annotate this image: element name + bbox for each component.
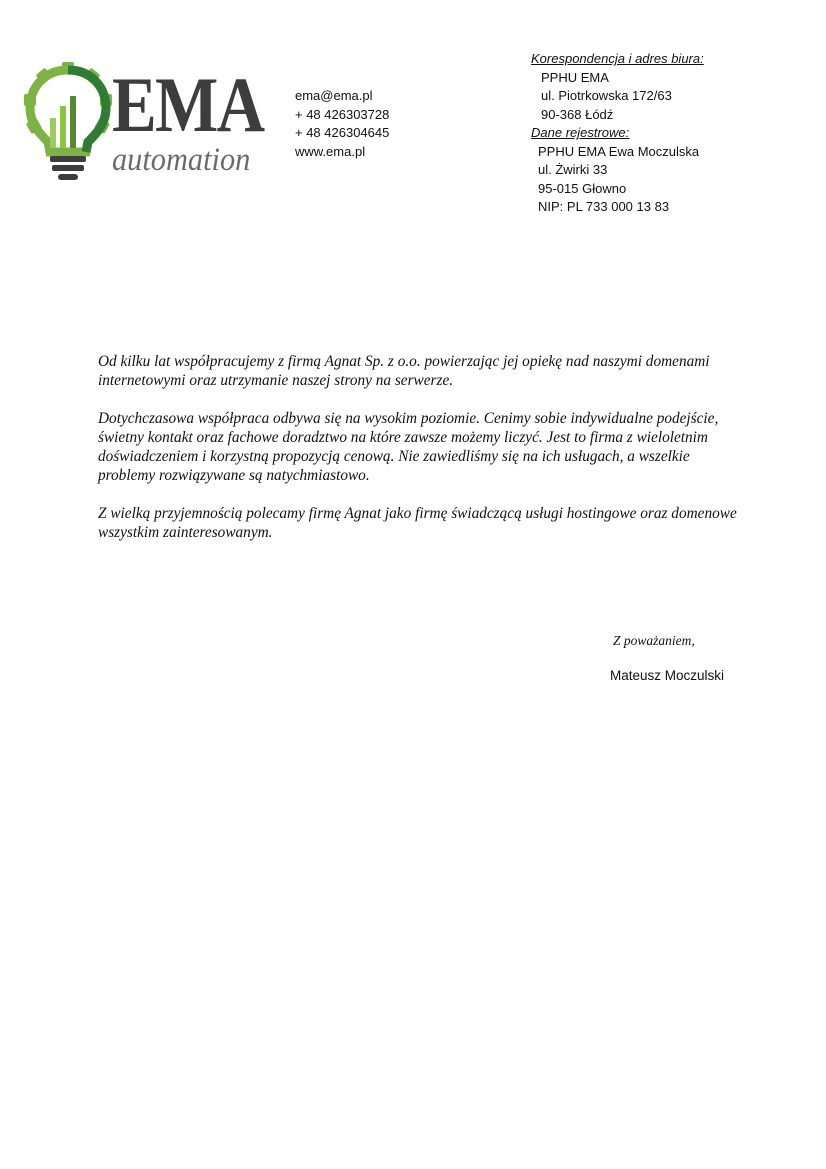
company-logo [24, 61, 264, 182]
registry-line: ul. Żwirki 33 [538, 162, 608, 177]
phone-1: + 48 426303728 [295, 106, 390, 122]
letter-paragraph: Z wielką przyjemnością polecamy firmę Agnat jako firmę świadczącą usługi hostingowe oraz domenowe wszystkim zainteresowanym. [98, 505, 737, 541]
letter-closing: Z poważaniem, [613, 633, 695, 648]
correspondence-line: ul. Piotrkowska 172/63 [541, 88, 672, 103]
logo-tagline: automation [112, 142, 251, 178]
address-block [531, 50, 704, 217]
contact-block [295, 87, 389, 161]
registry-heading: Dane rejestrowe: [531, 125, 630, 140]
letter-body [98, 352, 738, 561]
correspondence-line: 90-368 Łódź [541, 106, 614, 122]
email-link[interactable]: ema@ema.pl [295, 88, 373, 103]
lightbulb-gear-icon [24, 62, 114, 182]
letter-paragraph: Od kilku lat współpracujemy z firmą Agnat Sp. z o.o. powierzając jej opiekę nad naszymi domenami internetowymi oraz utrzymanie naszej strony na serwerze. [98, 353, 710, 389]
registry-line: NIP: PL 733 000 13 83 [538, 199, 670, 214]
website-link[interactable]: www.ema.pl [295, 143, 366, 159]
letter-paragraph: Dotychczasowa współpraca odbywa się na wysokim poziomie. Cenimy sobie indywidualne podejście, świetny kontakt oraz fachowe doradztwo na które zawsze możemy liczyć. Jest to firma z wieloletnim doświadczeniem i korzystną propozycją cenową. Nie zawiedliśmy się na ich usługach, a wszelkie problemy rozwiązywane są natychmiastowo. [98, 410, 719, 484]
registry-line: PPHU EMA Ewa Moczulska [538, 143, 700, 159]
logo-text: EMA [112, 61, 264, 148]
correspondence-heading: Korespondencja i adres biura: [531, 51, 704, 66]
correspondence-line: PPHU EMA [541, 69, 609, 85]
registry-line: 95-015 Głowno [538, 180, 627, 196]
phone-2: + 48 426304645 [295, 125, 390, 140]
letter-signature: Mateusz Moczulski [610, 668, 725, 683]
